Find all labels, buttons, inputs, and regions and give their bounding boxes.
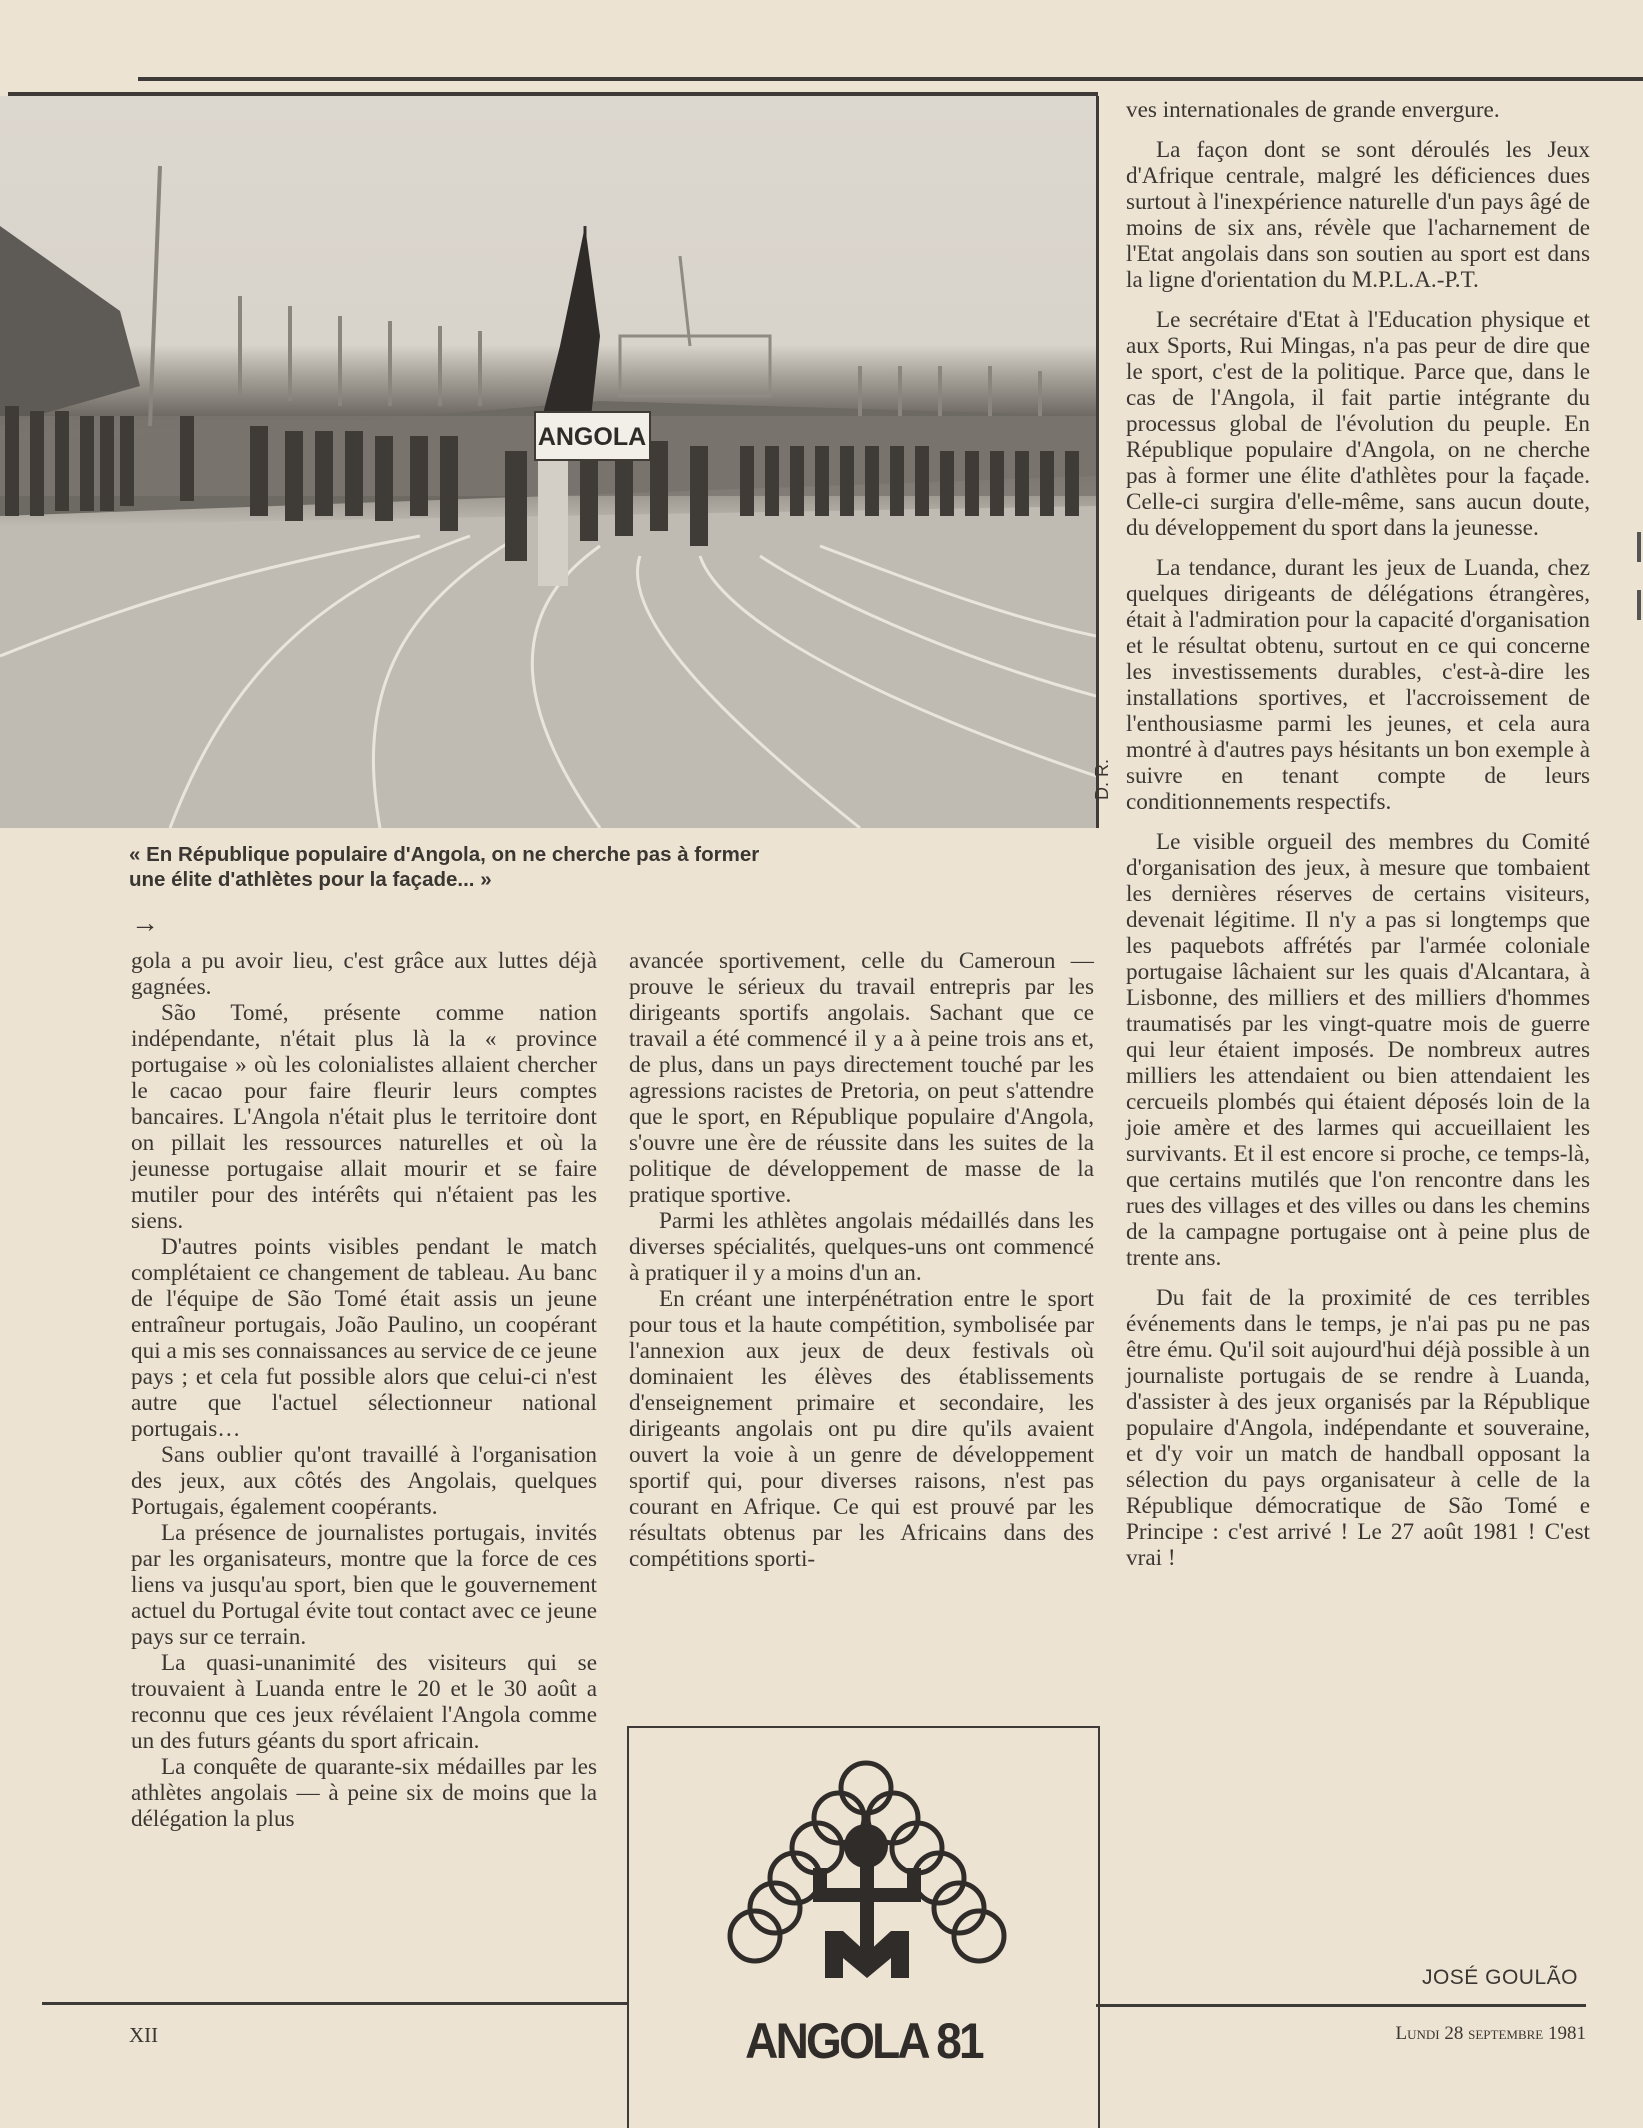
paragraph: Sans oublier qu'ont travaillé à l'organisation des jeux, aux côtés des Angolais, quelques Portugais, également coopérants.: [131, 1442, 597, 1520]
margin-mark: [1637, 532, 1641, 562]
issue-date: Lundi 28 septembre 1981: [1395, 2023, 1586, 2044]
paragraph: Du fait de la proximité de ces terribles événements dans le temps, je n'ai pas pu ne pas être ému. Qu'il soit aujourd'hui déjà possible à un journaliste portugais de se rendre à Luanda, d'assister à des jeux organisés par la République populaire d'Angola, indépendante et souveraine, et d'y voir un match de handball opposant la sélection du pays organisateur à celle de la République démocratique de São Tomé e Principe : c'est arrivé ! Le 27 août 1981 ! C'est vrai !: [1126, 1285, 1590, 1571]
article-column-left: [131, 948, 597, 1832]
paragraph: D'autres points visibles pendant le match complétaient ce changement de tableau. Au banc de l'équipe de São Tomé était assis un jeune entraîneur portugais, João Paulino, un coopérant qui a mis ses connaissances au service de ce jeune pays ; et cela fut possible alors que celui-ci n'est autre que l'actuel sélectionneur national portugais…: [131, 1234, 597, 1442]
scaffold: [620, 336, 770, 396]
light-poles: [150, 166, 1040, 426]
parade-photo: [0, 96, 1096, 828]
anchor-rings-emblem-icon: [629, 1728, 1098, 1998]
photo-right-border: [1096, 96, 1099, 828]
top-rule: [138, 77, 1643, 81]
bottom-rule-left: [42, 2002, 627, 2005]
grandstand-roof: [0, 226, 140, 426]
paragraph: La tendance, durant les jeux de Luanda, chez quelques dirigeants de délégations étrangères, était à l'admiration pour la capacité d'organisation et le résultat obtenu, surtout en ce qui concerne les investissements durables, c'est-à-dire les installations sportives, et l'accroissement de l'enthousiasme parmi les jeunes, et cela aura montré à d'autres pays hésitants un bon exemple à suivre en tenant compte de leurs conditionnements respectifs.: [1126, 555, 1590, 815]
paragraph: La quasi-unanimité des visiteurs qui se trouvaient à Luanda entre le 20 et le 30 août a reconnu que ces jeux révélaient l'Angola comme un des futurs géants du sport africain.: [131, 1650, 597, 1754]
sign-text: ANGOLA: [537, 423, 647, 451]
photo-caption: « En République populaire d'Angola, on ne cherche pas à former une élite d'athlètes pour la façade... »: [129, 843, 760, 891]
logo-wordmark: ANGOLA 81: [745, 2013, 982, 2069]
paragraph: São Tomé, présente comme nation indépendante, n'était plus là la « province portugaise » où les colonialistes allaient chercher le cacao pour faire fleurir leurs comptes bancaires. L'Angola n'était plus le territoire dont on pillait les ressources naturelles et où la jeunesse portugaise allait mourir et se faire mutiler pour des intérêts qui n'étaient pas les siens.: [131, 1000, 597, 1234]
flag: [540, 226, 600, 426]
paragraph: Le visible orgueil des membres du Comité d'organisation des jeux, à mesure que tombaient les dernières réserves de certains visiteurs, devenait légitime. Il n'y a pas si longtemps que les paquebots affrétés par l'armée coloniale portugaise lâchaient sur les quais d'Alcantara, à Lisbonne, des milliers et des milliers d'hommes traumatisés par les vingt-quatre mois de guerre qui leur étaient imposés. De nombreux autres milliers les attendaient ou bien attendaient les cercueils plombés qui étaient déposés loin de la joie amère et des larmes qui accueillaient les survivants. Et il est encore si proche, ce temps-là, que certains mutilés que l'on rencontre dans les rues des villages et des villes ou dans les chemins de la campagne portugaise ont à peine plus de trente ans.: [1126, 829, 1590, 1271]
paragraph: La façon dont se sont déroulés les Jeux d'Afrique centrale, malgré les déficiences dues surtout à l'inexpérience naturelle d'un pays âgé de moins de six ans, révèle que l'acharnement de l'Etat angolais dans son soutien au sport est dans la ligne d'orientation du M.P.L.A.-P.T.: [1126, 137, 1590, 293]
bottom-rule-right: [1096, 2004, 1586, 2007]
article-column-middle: [629, 948, 1094, 1572]
continuation-arrow-icon: →: [131, 908, 159, 939]
paragraph: La conquête de quarante-six médailles par les athlètes angolais — à peine six de moins que la délégation la plus: [131, 1754, 597, 1832]
paragraph: En créant une interpénétration entre le sport pour tous et la haute compétition, symbolisée par l'annexion aux jeux de deux festivals où dominaient les élèves des établissements d'enseignement primaire et secondaire, les dirigeants angolais ont pu dire qu'ils avaient ouvert la voie à un genre de développement sportif qui, pour diverses raisons, n'est pas courant en Afrique. Ce qui est prouvé par les résultats obtenus par les Africains dans des compétitions sporti-: [629, 1286, 1094, 1572]
margin-mark: [1637, 590, 1641, 620]
paragraph: avancée sportivement, celle du Cameroun — prouve le sérieux du travail entrepris par les dirigeants sportifs angolais. Sachant que ce travail a été commencé il y a à peine trois ans et, de plus, dans un pays directement touché par les agressions racistes de Pretoria, on peut s'attendre que le sport, en République populaire d'Angola, s'ouvre une ère de réussite dans les suites de la politique de développement de masse de la pratique sportive.: [629, 948, 1094, 1208]
page-number: XII: [129, 2023, 159, 2047]
article-column-right: [1126, 97, 1590, 1571]
paragraph: Le secrétaire d'Etat à l'Education physique et aux Sports, Rui Mingas, n'a pas peur de dire que le sport, c'est de la politique. Parce que, dans le cas de l'Angola, il fait partie intégrante du processus global de l'évolution du peuple. En République populaire d'Angola, on ne cherche pas à former une élite d'athlètes pour la façade. Celle-ci surgira d'elle-même, sans aucun doute, du développement du sport dans la jeunesse.: [1126, 307, 1590, 541]
angola81-logo-box: [627, 1726, 1100, 2128]
paragraph: Parmi les athlètes angolais médaillés dans les diverses spécialités, quelques-uns ont commencé à pratiquer il y a moins d'un an.: [629, 1208, 1094, 1286]
paragraph: ves internationales de grande envergure.: [1126, 97, 1500, 123]
paragraph: gola a pu avoir lieu, c'est grâce aux luttes déjà gagnées.: [131, 948, 597, 1000]
author-byline: JOSÉ GOULÃO: [1421, 1966, 1578, 1989]
paragraph: La présence de journalistes portugais, invités par les organisateurs, montre que la force de ces liens va jusqu'au sport, bien que le gouvernement actuel du Portugal évite tout contact avec ce jeune pays sur ce terrain.: [131, 1520, 597, 1650]
flag-bearer: [538, 456, 568, 586]
photo-credit: D. R.: [1092, 758, 1112, 800]
